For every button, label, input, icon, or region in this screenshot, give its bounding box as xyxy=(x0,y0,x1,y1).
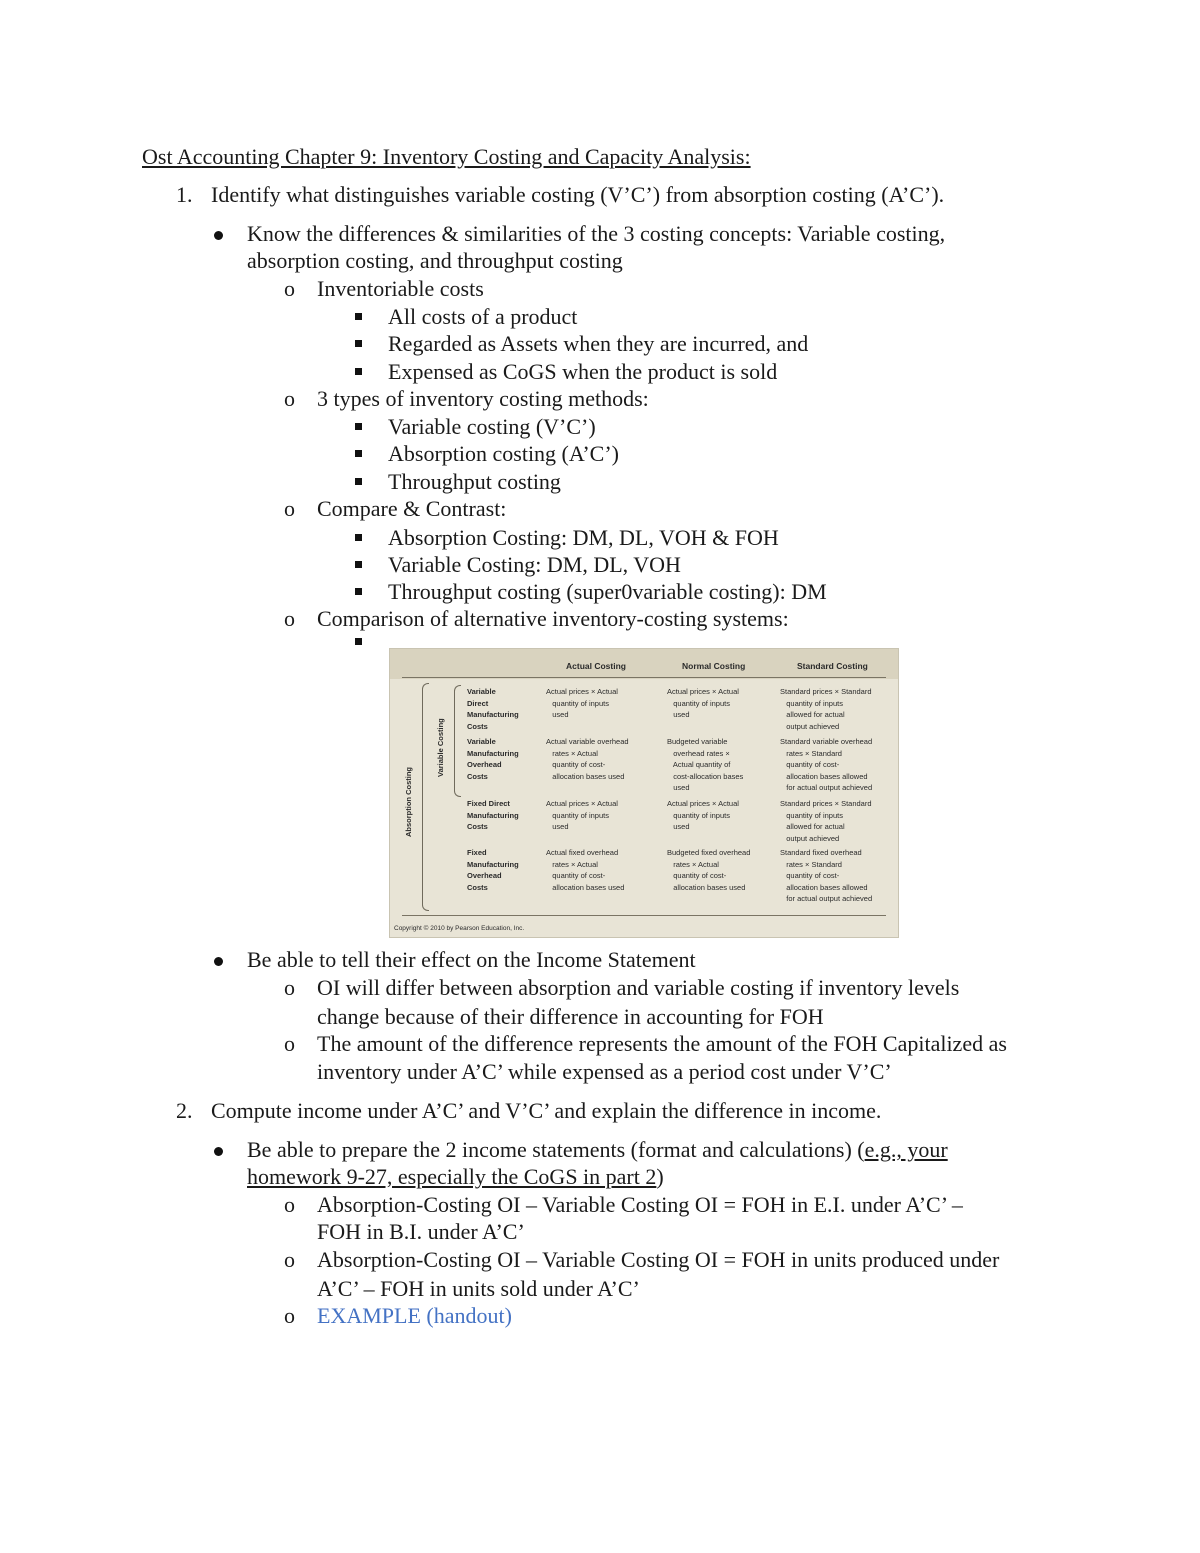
table-cell: Actual prices × Actual quantity of inputs used xyxy=(667,687,739,720)
comparison-table-image xyxy=(389,648,899,938)
q1-bullet-1-line2: absorption costing, and throughput costing xyxy=(247,248,623,273)
oi-difference-line2: change because of their difference in accounting for FOH xyxy=(317,1004,824,1029)
square-bullet-icon xyxy=(355,478,362,485)
column-header-actual: Actual Costing xyxy=(566,661,626,671)
list-item: Absorption Costing: DM, DL, VOH & FOH xyxy=(388,525,779,550)
q1-bullet-2: Be able to tell their effect on the Income Statement xyxy=(247,947,696,972)
variable-costing-label: Variable Costing xyxy=(436,718,445,777)
bullet-icon xyxy=(214,231,223,240)
table-cell: Standard variable overhead rates × Standard quantity of cost- allocation bases allowed for actual output achieved xyxy=(780,737,873,793)
square-bullet-icon xyxy=(355,450,362,457)
row-label: Fixed Direct Manufacturing Costs xyxy=(467,799,519,832)
table-cell: Actual prices × Actual quantity of inputs used xyxy=(546,799,618,832)
q2-bullet-line1 xyxy=(247,1137,948,1163)
formula-1-line2: FOH in B.I. under A’C’ xyxy=(317,1219,525,1244)
square-bullet-icon xyxy=(355,561,362,568)
homework-link-continued[interactable]: homework 9-27, especially the CoGS in part 2 xyxy=(247,1164,657,1189)
sub-bullet-marker: o xyxy=(284,1303,295,1328)
list-item: Expensed as CoGS when the product is sold xyxy=(388,359,778,384)
column-header-normal: Normal Costing xyxy=(682,661,746,671)
inventoriable-label: Inventoriable costs xyxy=(317,276,484,301)
footer-rule xyxy=(402,915,886,916)
sub-bullet-marker: o xyxy=(284,1247,295,1272)
question-1-text: Identify what distinguishes variable costing (V’C’) from absorption costing (A’C’). xyxy=(211,182,945,207)
sub-bullet-marker: o xyxy=(284,1192,295,1217)
list-item: Absorption costing (A’C’) xyxy=(388,441,619,466)
list-item: Variable costing (V’C’) xyxy=(388,414,596,439)
table-cell: Actual prices × Actual quantity of inputs used xyxy=(667,799,739,832)
table-cell: Actual variable overhead rates × Actual quantity of cost- allocation bases used xyxy=(546,737,629,781)
formula-1-line1: Absorption-Costing OI – Variable Costing OI = FOH in E.I. under A’C’ – xyxy=(317,1192,963,1217)
oi-amount-line1: The amount of the difference represents the amount of the FOH Capitalized as xyxy=(317,1031,1007,1056)
sub-bullet-marker: o xyxy=(284,975,295,1000)
table-cell: Actual fixed overhead rates × Actual quantity of cost- allocation bases used xyxy=(546,848,625,892)
list-number: 2. xyxy=(176,1098,193,1123)
table-cell: Actual prices × Actual quantity of inputs used xyxy=(546,687,618,720)
square-bullet-icon xyxy=(355,588,362,595)
list-item: Variable Costing: DM, DL, VOH xyxy=(388,552,681,577)
q2-bullet-text: Be able to prepare the 2 income statements (format and calculations) ( xyxy=(247,1137,865,1162)
absorption-brace xyxy=(422,683,429,911)
oi-amount-line2: inventory under A’C’ while expensed as a period cost under V’C’ xyxy=(317,1059,892,1084)
formula-2-line2: A’C’ – FOH in units sold under A’C’ xyxy=(317,1276,640,1301)
example-handout-link[interactable]: EXAMPLE (handout) xyxy=(317,1303,512,1328)
sub-bullet-marker: o xyxy=(284,1031,295,1056)
table-cell: Standard fixed overhead rates × Standard quantity of cost- allocation bases allowed for actual output achieved xyxy=(780,848,873,904)
oi-difference-line1: OI will differ between absorption and variable costing if inventory levels xyxy=(317,975,960,1000)
table-cell: Budgeted fixed overhead rates × Actual quantity of cost- allocation bases used xyxy=(667,848,751,892)
copyright-text: Copyright © 2010 by Pearson Education, Inc. xyxy=(394,925,525,932)
formula-2-line1: Absorption-Costing OI – Variable Costing OI = FOH in units produced under xyxy=(317,1247,1000,1272)
bullet-icon xyxy=(214,1147,223,1156)
table-cell: Standard prices × Standard quantity of inputs allowed for actual output achieved xyxy=(780,687,872,731)
homework-link[interactable]: e.g., your xyxy=(864,1137,948,1162)
column-header-standard: Standard Costing xyxy=(797,661,868,671)
comparison-label: Comparison of alternative inventory-costing systems: xyxy=(317,606,789,631)
square-bullet-icon xyxy=(355,534,362,541)
list-number: 1. xyxy=(176,182,193,207)
row-label: Variable Manufacturing Overhead Costs xyxy=(467,737,519,781)
list-item: Throughput costing (super0variable costing): DM xyxy=(388,579,827,604)
row-label: Fixed Manufacturing Overhead Costs xyxy=(467,848,519,892)
list-item: Throughput costing xyxy=(388,469,561,494)
list-item: Regarded as Assets when they are incurred, and xyxy=(388,331,809,356)
compare-label: Compare & Contrast: xyxy=(317,496,507,521)
types-label: 3 types of inventory costing methods: xyxy=(317,386,649,411)
variable-brace xyxy=(454,685,461,797)
bullet-icon xyxy=(214,957,223,966)
table-cell: Standard prices × Standard quantity of inputs allowed for actual output achieved xyxy=(780,799,872,843)
row-label: Variable Direct Manufacturing Costs xyxy=(467,687,519,731)
sub-bullet-marker: o xyxy=(284,606,295,631)
header-rule xyxy=(402,677,886,678)
question-2-text: Compute income under A’C’ and V’C’ and explain the difference in income. xyxy=(211,1098,882,1123)
sub-bullet-marker: o xyxy=(284,386,295,411)
page-title: Ost Accounting Chapter 9: Inventory Costing and Capacity Analysis: xyxy=(142,144,751,169)
closing-paren: ) xyxy=(656,1164,664,1189)
table-cell: Budgeted variable overhead rates × Actual quantity of cost-allocation bases used xyxy=(667,737,744,793)
square-bullet-icon xyxy=(355,638,362,645)
sub-bullet-marker: o xyxy=(284,276,295,301)
square-bullet-icon xyxy=(355,368,362,375)
sub-bullet-marker: o xyxy=(284,496,295,521)
absorption-costing-label: Absorption Costing xyxy=(404,767,413,837)
list-item: All costs of a product xyxy=(388,304,578,329)
square-bullet-icon xyxy=(355,313,362,320)
q2-bullet-line2 xyxy=(247,1164,664,1190)
q1-bullet-1-line1: Know the differences & similarities of the 3 costing concepts: Variable costing, xyxy=(247,221,946,246)
square-bullet-icon xyxy=(355,340,362,347)
square-bullet-icon xyxy=(355,423,362,430)
